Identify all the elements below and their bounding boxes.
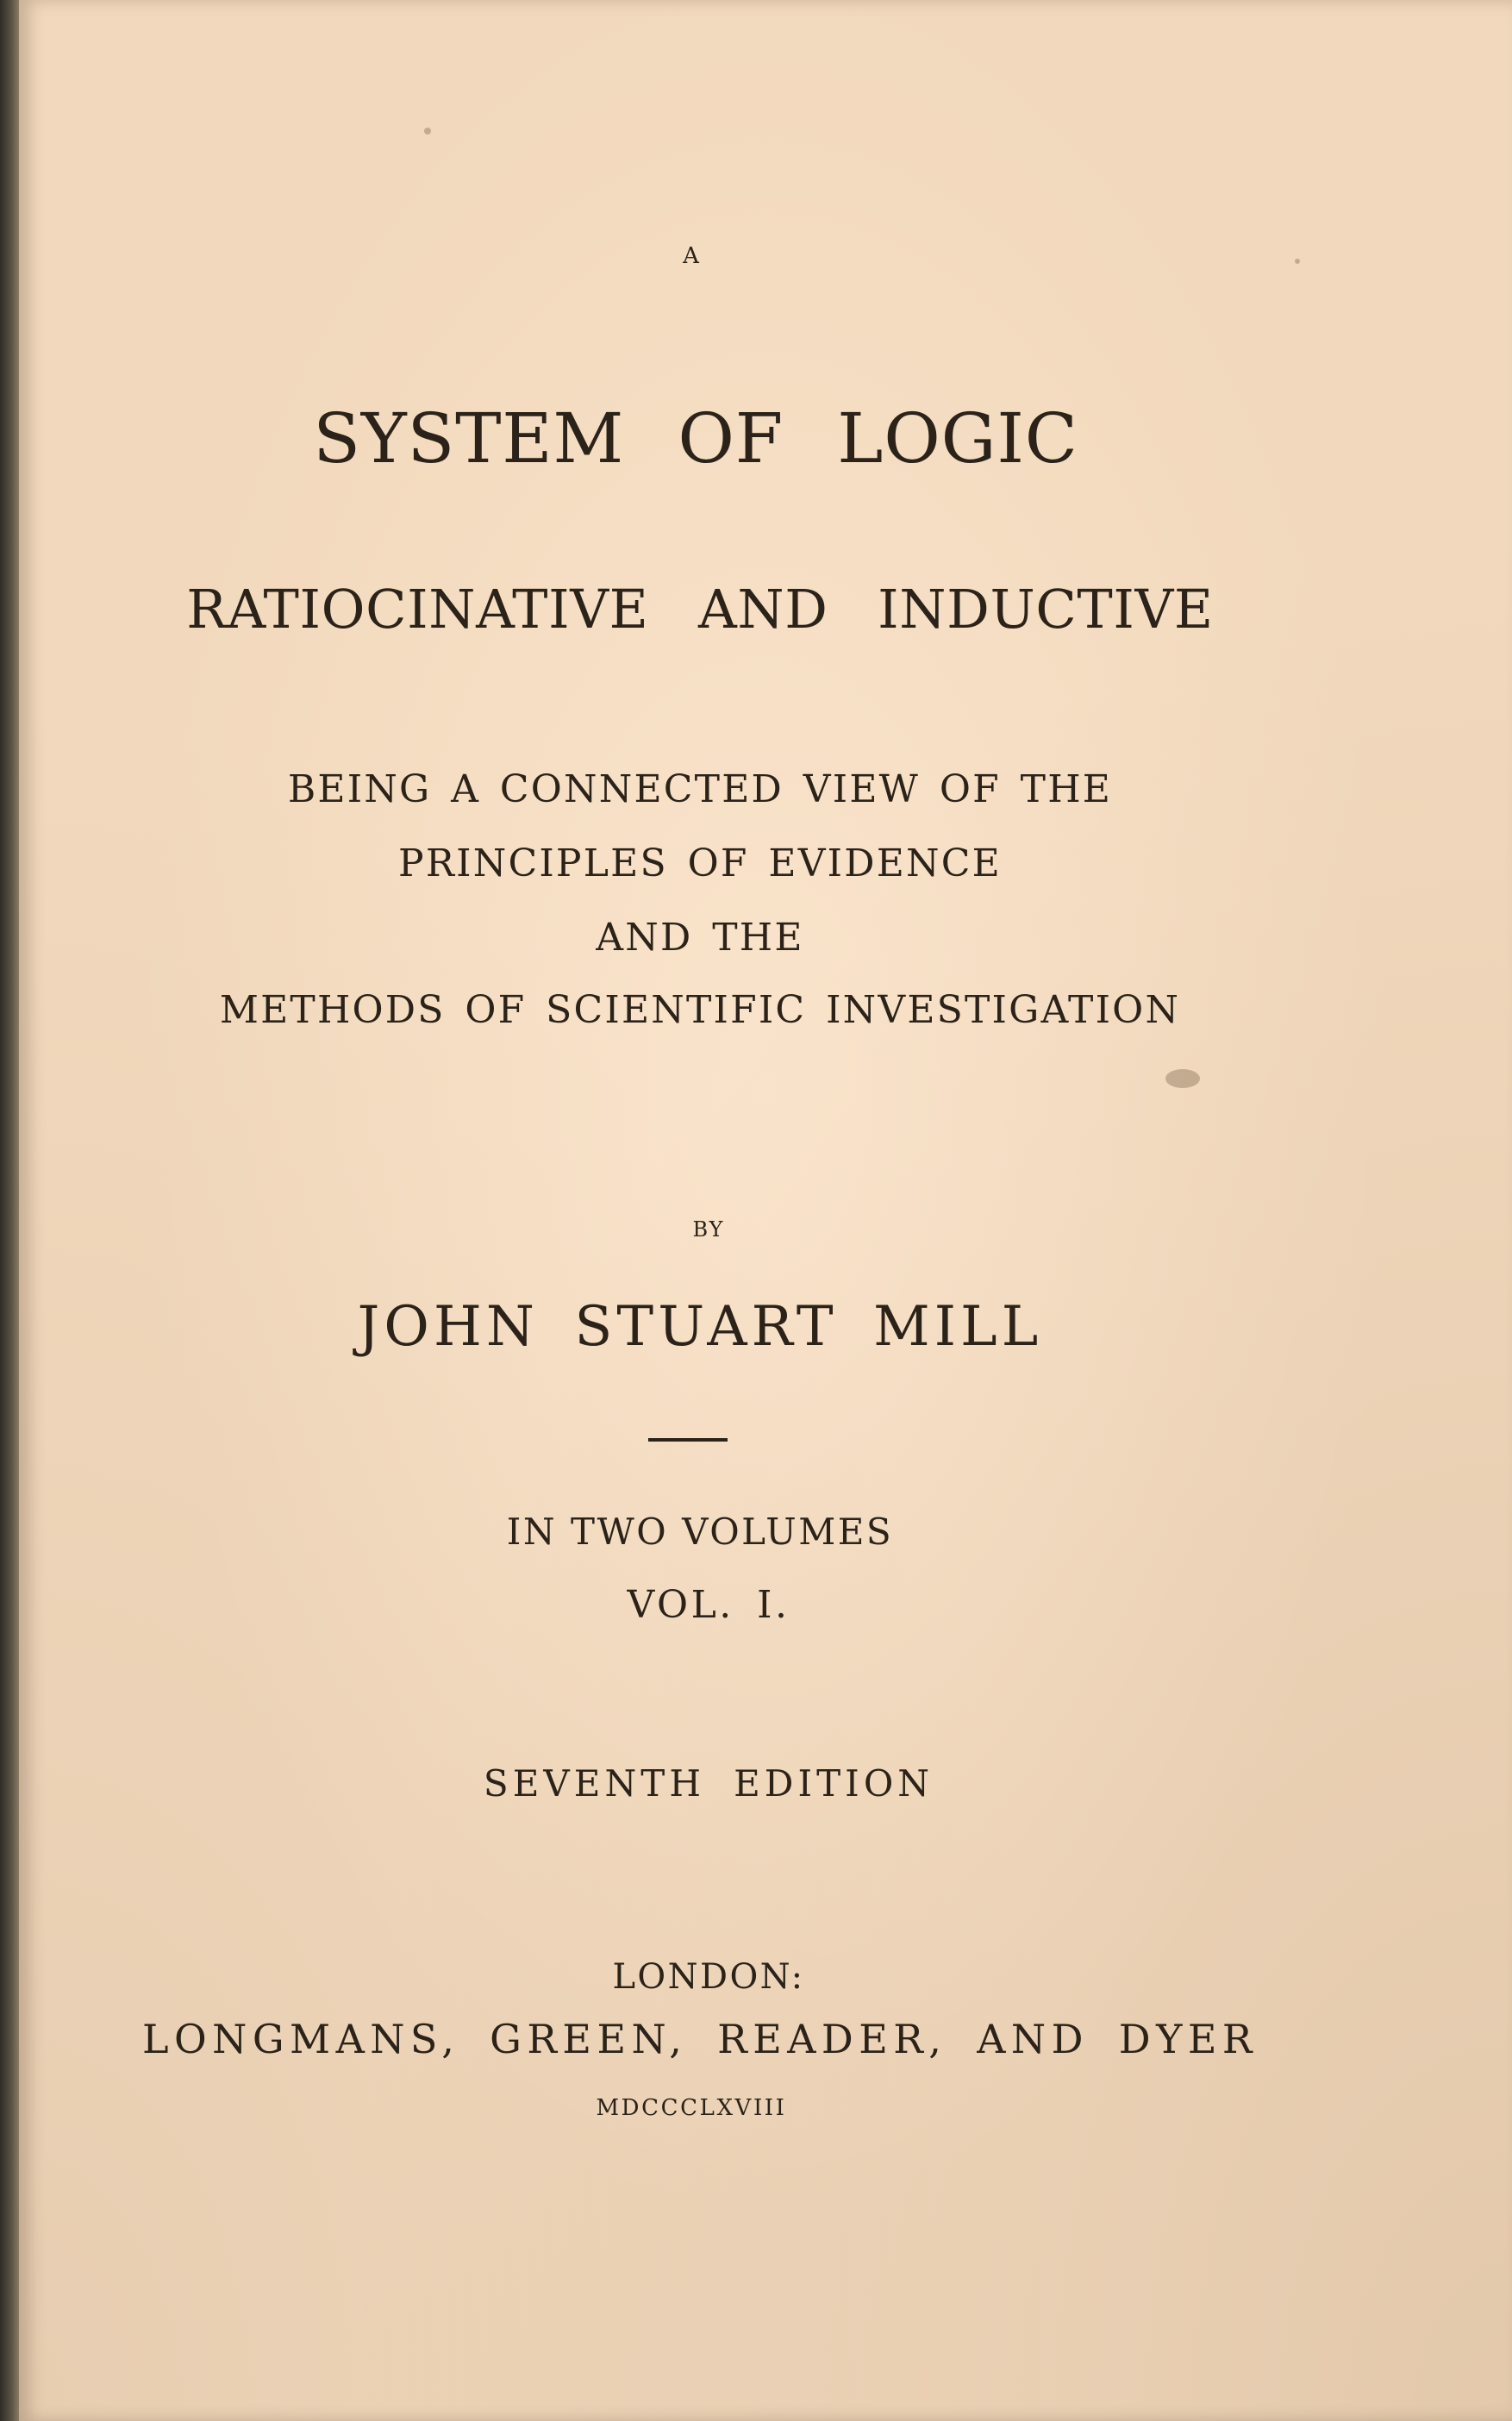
by-label: BY (692, 1217, 725, 1242)
foxing-spot (1165, 1069, 1200, 1088)
publication-year: MDCCCLXVIII (596, 2095, 787, 2121)
foxing-spot (1295, 259, 1300, 264)
description-line: PRINCIPLES OF EVIDENCE (398, 841, 1002, 885)
description-line: BEING A CONNECTED VIEW OF THE (287, 767, 1113, 811)
publication-city: LONDON: (612, 1957, 805, 1997)
foxing-spot (424, 128, 431, 134)
description-line: METHODS OF SCIENTIFIC INVESTIGATION (219, 988, 1181, 1032)
volume-count: IN TWO VOLUMES (506, 1511, 894, 1553)
book-title: SYSTEM OF LOGIC (313, 398, 1078, 479)
edition-label: SEVENTH EDITION (483, 1762, 934, 1805)
divider-rule (648, 1438, 728, 1442)
title-article: A (683, 243, 700, 269)
title-page (19, 0, 1512, 2421)
volume-number: VOL. I. (627, 1583, 790, 1627)
description-line: AND THE (596, 916, 804, 960)
book-subtitle: RATIOCINATIVE AND INDUCTIVE (186, 578, 1214, 641)
book-spine-edge (0, 0, 19, 2421)
publisher-name: LONGMANS, GREEN, READER, AND DYER (142, 2016, 1258, 2062)
author-name: JOHN STUART MILL (357, 1295, 1043, 1359)
